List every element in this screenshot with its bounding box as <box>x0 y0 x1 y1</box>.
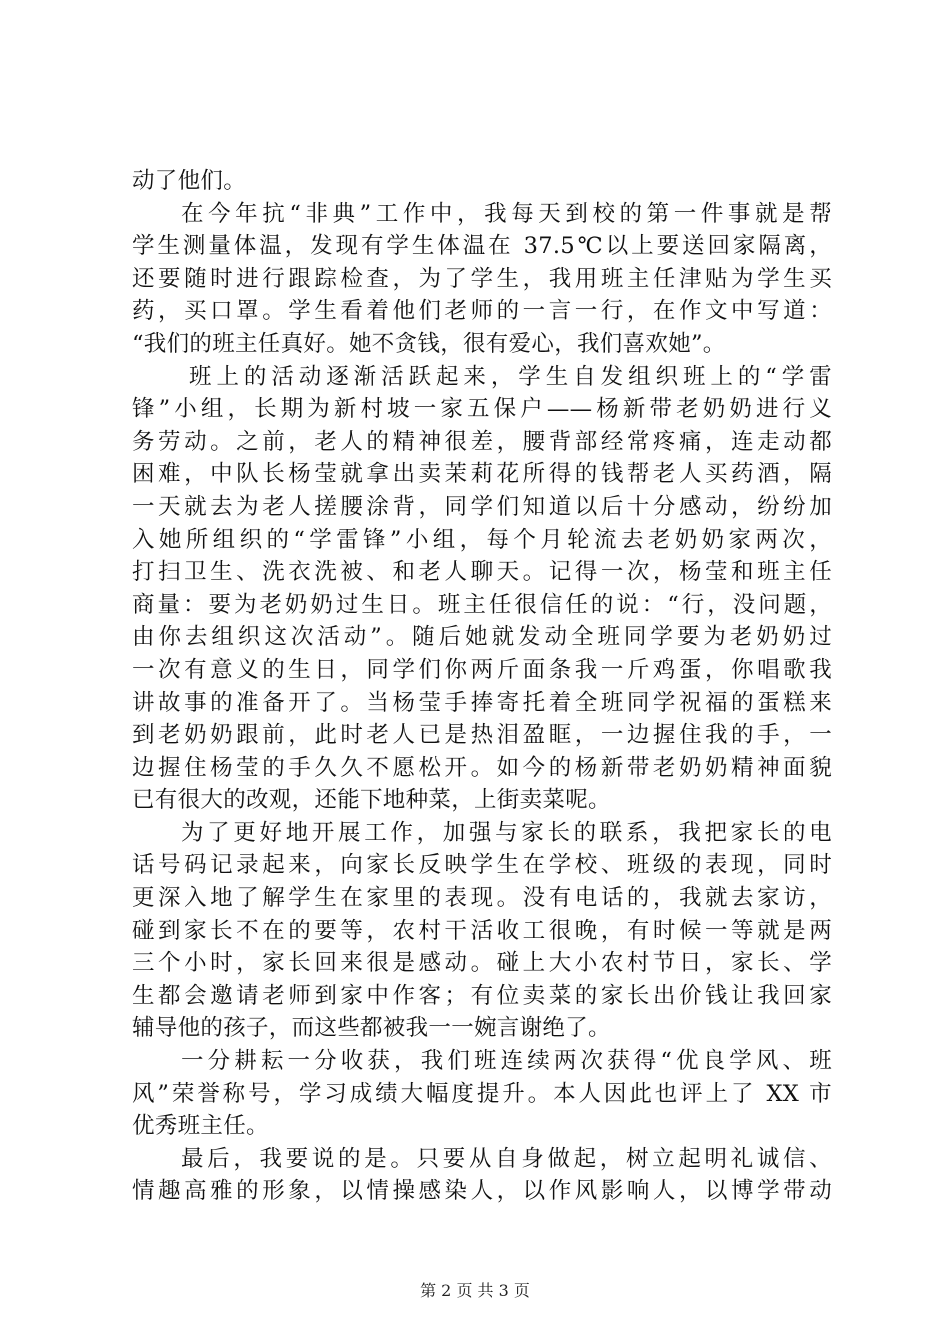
text-line: “我们的班主任真好。她不贪钱，很有爱心，我们喜欢她”。 <box>132 330 726 357</box>
text-line: 讲故事的准备开了。当杨莹手捧寄托着全班同学祝福的蛋糕来 <box>132 689 832 716</box>
text-line: 班上的活动逐渐活跃起来，学生自发组织班上的“学雷 <box>189 363 832 390</box>
text-line: 务劳动。之前，老人的精神很差，腰背部经常疼痛，连走动都 <box>132 428 832 455</box>
text-line: 最后，我要说的是。只要从自身做起，树立起明礼诚信、 <box>181 1145 832 1172</box>
text-line: 情趣高雅的形象，以情操感染人，以作风影响人，以博学带动 <box>132 1178 832 1205</box>
text-line: 锋”小组，长期为新村坡一家五保户——杨新带老奶奶进行义 <box>132 396 832 423</box>
text-line: 优秀班主任。 <box>132 1113 269 1140</box>
text-line: 还要随时进行跟踪检查，为了学生，我用班主任津贴为学生买 <box>132 265 832 292</box>
text-line: 生都会邀请老师到家中作客；有位卖菜的家长出价钱让我回家 <box>132 982 832 1009</box>
text-line: 入她所组织的“学雷锋”小组，每个月轮流去老奶奶家两次， <box>132 526 832 553</box>
text-line: 商量：要为老奶奶过生日。班主任很信任的说：“行，没问题， <box>132 591 832 618</box>
text-line: 动了他们。 <box>132 168 247 194</box>
text-line: 风”荣誉称号，学习成绩大幅度提升。本人因此也评上了 XX 市 <box>132 1080 832 1107</box>
text-line: 一分耕耘一分收获，我们班连续两次获得“优良学风、班 <box>181 1048 832 1075</box>
text-line: 打扫卫生、洗衣洗被、和老人聊天。记得一次，杨莹和班主任 <box>132 559 832 586</box>
text-line: 在今年抗“非典”工作中，我每天到校的第一件事就是帮 <box>181 200 832 227</box>
text-line: 碰到家长不在的要等，农村干活收工很晚，有时候一等就是两 <box>132 917 832 944</box>
text-line: 药，买口罩。学生看着他们老师的一言一行，在作文中写道： <box>132 298 832 325</box>
text-line: 边握住杨莹的手久久不愿松开。如今的杨新带老奶奶精神面貌 <box>132 754 832 781</box>
text-line: 更深入地了解学生在家里的表现。没有电话的，我就去家访， <box>132 885 832 912</box>
text-line: 辅导他的孩子，而这些都被我一一婉言谢绝了。 <box>132 1015 611 1042</box>
text-line: 一天就去为老人搓腰涂背，同学们知道以后十分感动，纷纷加 <box>132 493 832 520</box>
text-line: 已有很大的改观，还能下地种菜，上街卖菜呢。 <box>132 787 611 814</box>
text-line: 一次有意义的生日，同学们你两斤面条我一斤鸡蛋，你唱歌我 <box>132 656 832 683</box>
text-line: 由你去组织这次活动”。随后她就发动全班同学要为老奶奶过 <box>132 624 832 651</box>
text-line: 学生测量体温，发现有学生体温在 37.5℃以上要送回家隔离， <box>132 233 832 260</box>
text-line: 到老奶奶跟前，此时老人已是热泪盈眶，一边握住我的手，一 <box>132 722 832 749</box>
document-body <box>132 165 832 1208</box>
text-line: 困难，中队长杨莹就拿出卖茉莉花所得的钱帮老人买药酒，隔 <box>132 461 832 488</box>
page-footer: 第 2 页 共 3 页 <box>420 1281 530 1300</box>
text-line: 话号码记录起来，向家长反映学生在学校、班级的表现，同时 <box>132 852 832 879</box>
text-line: 为了更好地开展工作，加强与家长的联系，我把家长的电 <box>181 819 832 846</box>
text-line: 三个小时，家长回来很是感动。碰上大小农村节日，家长、学 <box>132 950 832 977</box>
